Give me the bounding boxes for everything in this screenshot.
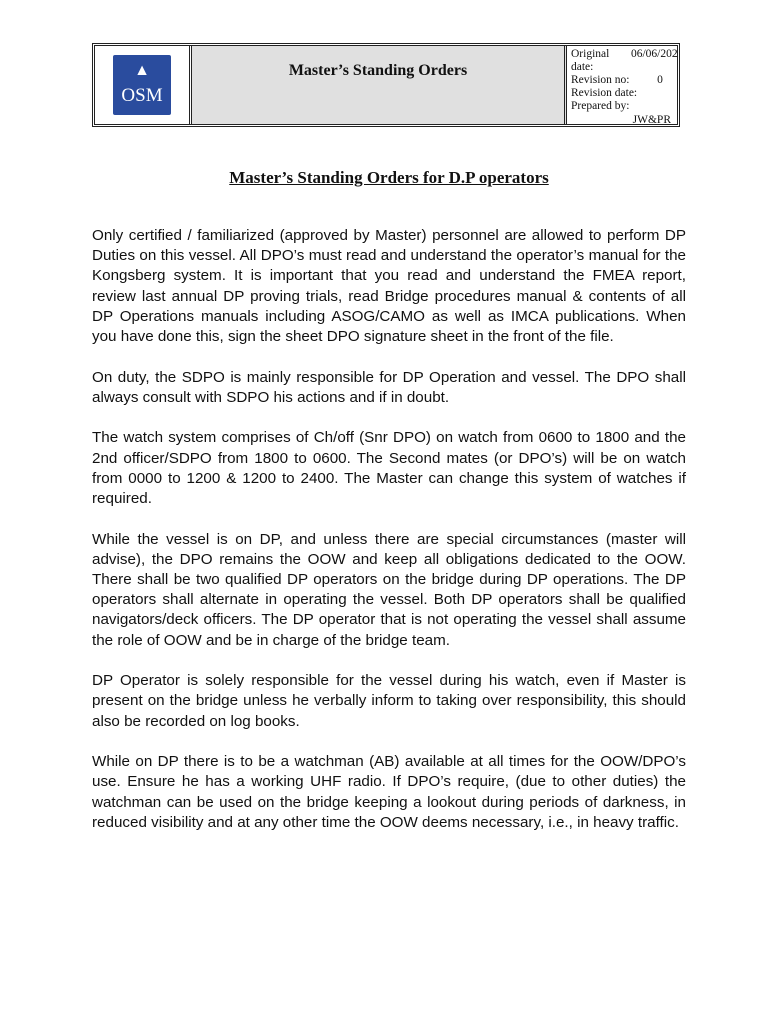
paragraph: The watch system comprises of Ch/off (Snr DPO) on watch from 0600 to 1800 and the 2nd officer/SDPO from 1800 to 0600. The Second mates (or DPO’s) will be on watch from 0000 to 1200 & 1200 to 2400. The Master can change this system of watches if required.	[92, 429, 686, 508]
header-title: Master’s Standing Orders	[288, 62, 468, 79]
document-header	[92, 43, 680, 127]
prepared-by-value: JW&PR	[632, 114, 671, 126]
info-value: 06/06/202	[630, 48, 678, 60]
info-row	[571, 87, 677, 100]
info-row	[571, 100, 677, 113]
logo-text: OSM	[121, 85, 163, 106]
paragraph: While the vessel is on DP, and unless there are special circumstances (master will advise), the DPO remains the OOW and keep all obligations dedicated to the OOW. There shall be two qualified DP operators on the bridge during DP operations. The DP operators shall alternate in operating the vessel. Both DP operators shall be qualified navigators/deck officers. The DP operator that is not operating the vessel shall assume the role of OOW and be in charge of the bridge team.	[92, 530, 686, 649]
info-value	[645, 100, 675, 113]
info-label: Revision date:	[571, 87, 638, 99]
info-row	[571, 48, 677, 74]
paragraph: On duty, the SDPO is mainly responsible for DP Operation and vessel. The DPO shall always consult with SDPO his actions and if in doubt.	[92, 368, 686, 406]
paragraph: DP Operator is solely responsible for the vessel during his watch, even if Master is present on the bridge unless he verbally inform to taking over responsibility, this should also be recorded on log books.	[92, 672, 686, 730]
info-label: Revision no:	[571, 74, 630, 86]
info-value	[645, 87, 675, 100]
logo-cell	[95, 46, 192, 124]
revision-info	[567, 46, 677, 124]
document-title: Master’s Standing Orders for D.P operators	[229, 168, 549, 187]
header-title-cell	[192, 46, 567, 124]
info-label: Prepared by:	[571, 100, 630, 112]
info-row	[571, 74, 677, 87]
info-label: Original date:	[571, 48, 610, 73]
document-body	[92, 226, 686, 853]
compass-arrow-icon: ▲	[134, 62, 150, 79]
paragraph: While on DP there is to be a watchman (AB) available at all times for the OOW/DPO’s use. Ensure he has a working UHF radio. If DPO’s require, (due to other duties) the watchman can be used on the bridge keeping a lookout during periods of darkness, in reduced visibility and at any other time the OOW deems necessary, i.e., in heavy traffic.	[92, 753, 686, 831]
paragraph: Only certified / familiarized (approved by Master) personnel are allowed to perform DP Duties on this vessel. All DPO’s must read and understand the operator’s manual for the Kongsberg system. It is important that you read and understand the FMEA report, review last annual DP proving trials, read Bridge procedures manual & contents of all DP Operations manuals including ASOG/CAMO as well as IMCA publications. When you have done this, sign the sheet DPO signature sheet in the front of the file.	[92, 227, 686, 346]
info-value: 0	[657, 74, 663, 86]
osm-logo	[113, 55, 171, 115]
